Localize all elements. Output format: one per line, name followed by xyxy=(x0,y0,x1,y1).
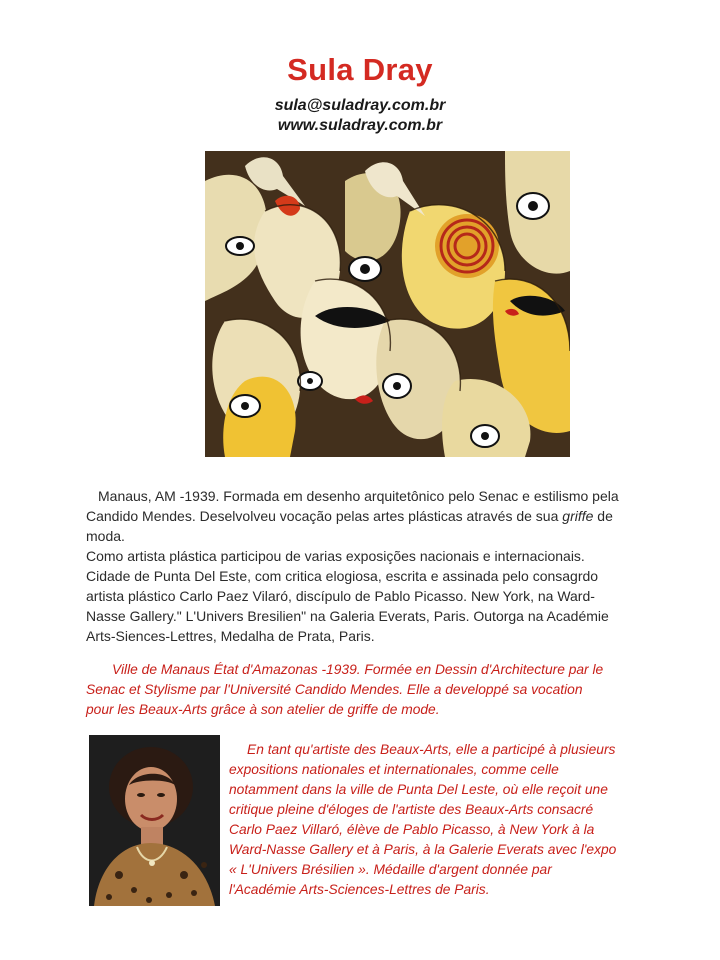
bio-pt-line: artista plástico Carlo Paez Vilaró, discípulo de Pablo Picasso. New York, na Ward- xyxy=(86,588,595,604)
bio-fr-line: critique pleine d'éloges de l'artiste des Beaux-Arts consacré xyxy=(229,802,594,817)
bio-fr-line: l'Académie Arts-Sciences-Lettres de Paris. xyxy=(229,882,490,897)
bio-fr-line: notamment dans la ville de Punta Del Leste, où elle reçoit une xyxy=(229,782,608,797)
painting-illustration xyxy=(205,151,570,457)
bio-pt-text: Candido Mendes. Deselvolveu vocação pelas artes plásticas através de sua xyxy=(86,508,563,524)
bio-fr-line: Ward-Nasse Gallery et à Paris, à la Galerie Everats avec l'expo xyxy=(229,842,617,857)
artist-portrait-photo xyxy=(89,735,220,906)
biography-portuguese xyxy=(86,486,676,646)
artist-name-title: Sula Dray xyxy=(287,52,433,87)
bio-fr-line: « L'Univers Brésilien ». Médaille d'argent donnée par xyxy=(229,862,552,877)
bio-fr-line: Ville de Manaus État d'Amazonas -1939. Formée en Dessin d'Architecture par le xyxy=(112,662,604,677)
website-address: www.suladray.com.br xyxy=(277,117,443,134)
bio-pt-emphasis: griffe xyxy=(562,508,594,524)
bio-pt-text: de xyxy=(593,508,613,524)
bio-pt-line: Arts-Siences-Lettres, Medalha de Prata, Paris. xyxy=(86,628,375,644)
bio-pt-line: Nasse Gallery." L'Univers Bresilien" na Galeria Everats, Paris. Outorga na Académie xyxy=(86,608,609,624)
portrait-illustration xyxy=(89,735,220,906)
bio-pt-line: Como artista plástica participou de varias exposições nacionais e internacionais. xyxy=(86,548,585,564)
bio-pt-line xyxy=(86,506,676,526)
bio-fr-line: Senac et Stylisme par l'Université Candido Mendes. Elle a developpé sa vocation xyxy=(86,682,583,697)
biography-french-intro xyxy=(86,660,676,720)
bio-pt-line: Cidade de Punta Del Este, com critica elogiosa, escrita e assinada pelo consagrdo xyxy=(86,568,599,584)
painting-artwork-image xyxy=(205,151,570,457)
bio-pt-line: Manaus, AM -1939. Formada em desenho arquitetônico pelo Senac e estilismo pela xyxy=(98,488,619,504)
email-address: sula@suladray.com.br xyxy=(274,97,446,114)
bio-fr-line: En tant qu'artiste des Beaux-Arts, elle a participé à plusieurs xyxy=(247,742,616,757)
bio-fr-line: Carlo Paez Villaró, élève de Pablo Picasso, à New York à la xyxy=(229,822,595,837)
bio-pt-line: moda. xyxy=(86,528,125,544)
bio-fr-line: pour les Beaux-Arts grâce à son atelier de griffe de mode. xyxy=(86,702,440,717)
biography-french-exhibitions xyxy=(229,740,679,900)
bio-fr-line: expositions nationales et internationales, comme celle xyxy=(229,762,559,777)
